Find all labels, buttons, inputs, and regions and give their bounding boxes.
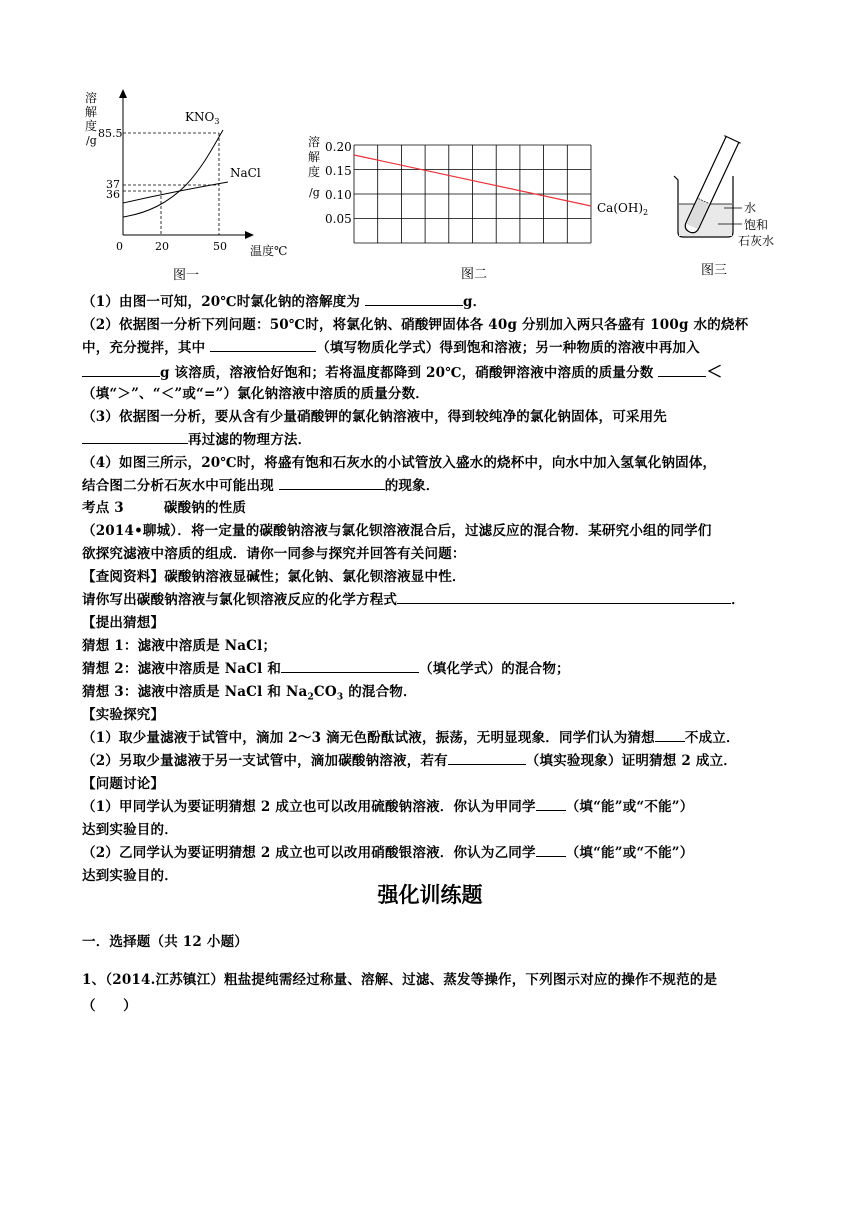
experiment-heading bbox=[82, 703, 164, 723]
intro-text-2: 欲探究滤液中溶质的组成．请你一同参与探究并回答有关问题： bbox=[82, 546, 466, 562]
label-water: 水 bbox=[744, 201, 757, 215]
guess-2-post: （填化学式）的混合物； bbox=[419, 661, 570, 677]
experiment-2 bbox=[82, 749, 737, 769]
guess-2-pre: 猜想 2：滤液中溶质是 NaCl 和 bbox=[82, 661, 282, 677]
nacl-label: NaCl bbox=[230, 166, 261, 180]
equation-end: ． bbox=[731, 592, 745, 608]
discussion-heading-text: 【问题讨论】 bbox=[82, 776, 165, 792]
topic-heading bbox=[82, 496, 246, 516]
q4-blank[interactable] bbox=[279, 475, 385, 490]
fig2-ylabel-1: 溶 bbox=[308, 135, 321, 149]
beaker-figure bbox=[668, 132, 788, 282]
q2-line-c bbox=[82, 359, 723, 382]
problem-1-line-b bbox=[82, 994, 137, 1014]
q4-line-b bbox=[82, 474, 440, 494]
guess-3-mid: CO bbox=[313, 684, 337, 700]
discussion-heading bbox=[82, 772, 164, 792]
fig1-xlabel: 温度℃ bbox=[250, 244, 288, 258]
q4-text-b-pre: 结合图二分析石灰水中可能出现 bbox=[82, 478, 279, 494]
topic-title: 碳酸钠的性质 bbox=[163, 500, 247, 516]
fig1-x-arrow bbox=[245, 231, 254, 239]
q1-end: g． bbox=[462, 294, 487, 310]
guess-1-text: 猜想 1：滤液中溶质是 NaCl； bbox=[82, 638, 277, 654]
label-limewater: 石灰水 bbox=[738, 234, 775, 248]
problem-1-line bbox=[82, 968, 717, 988]
guess-heading-text: 【提出猜想】 bbox=[82, 615, 165, 631]
experiment-2-pre: （2）另取少量滤液于另一支试管中，滴加碳酸钠溶液，若有 bbox=[82, 753, 448, 769]
q2-blank-formula[interactable] bbox=[210, 337, 316, 352]
discussion-1-blank[interactable] bbox=[536, 796, 566, 811]
fig1-ytick-37: 37 bbox=[106, 178, 120, 191]
discussion-2-post: （填“能”或“不能”） bbox=[565, 845, 694, 861]
q4-text-a: （4）如图三所示，20℃时，将盛有饱和石灰水的小试管放入盛水的烧杯中，向水中加入氢氧化钠固体， bbox=[82, 455, 717, 471]
equation-line bbox=[82, 588, 745, 608]
discussion-1b-text: 达到实验目的． bbox=[82, 822, 178, 838]
intro-text-1: （2014•聊城）．将一定量的碳酸钠溶液与氯化钡溶液混合后，过滤反应的混合物．某研究小组的同学们 bbox=[82, 523, 712, 539]
q3-blank[interactable] bbox=[82, 429, 188, 444]
equation-blank[interactable] bbox=[397, 589, 731, 604]
fig1-xtick-0: 0 bbox=[116, 240, 123, 253]
q2-text-b-post: （填写物质化学式）得到饱和溶液；另一种物质的溶液中再加入 bbox=[316, 340, 700, 356]
q2-text-d: （填“＞”、“＜”或“=”）氯化钠溶液中溶质的质量分数． bbox=[82, 386, 430, 402]
q3-text-a: （3）依据图一分析，要从含有少量硝酸钾的氯化钠溶液中，得到较纯净的氯化钠固体，可采用先 bbox=[82, 409, 667, 425]
guess-3-post: 的混合物． bbox=[343, 684, 417, 700]
section-title: 强化训练题 bbox=[377, 882, 483, 907]
fig3-caption: 图三 bbox=[701, 263, 728, 278]
fig1-ylabel-3: 度 bbox=[85, 119, 98, 133]
discussion-2-pre: （2）乙同学认为要证明猜想 2 成立也可以改用硝酸银溶液．你认为乙同学 bbox=[82, 845, 536, 861]
discussion-2 bbox=[82, 841, 693, 861]
experiment-2-post: （填实验现象）证明猜想 2 成立． bbox=[525, 753, 737, 769]
q1-text: （1）由图一可知，20℃时氯化钠的溶解度为 bbox=[82, 294, 365, 310]
fig2-ytick-005: 0.05 bbox=[325, 212, 352, 226]
q3-text-b: 再过滤的物理方法． bbox=[188, 432, 312, 448]
q2-line-b bbox=[82, 336, 700, 356]
experiment-heading-text: 【实验探究】 bbox=[82, 707, 165, 723]
fig2-ylabel-4: /g bbox=[309, 186, 320, 199]
discussion-1b bbox=[82, 818, 178, 838]
q3-line-b bbox=[82, 428, 311, 448]
equation-text: 请你写出碳酸钠溶液与氯化钡溶液反应的化学方程式 bbox=[82, 592, 398, 608]
fig1-ylabel-4: /g bbox=[86, 134, 97, 147]
guess-2 bbox=[82, 657, 570, 677]
fig1-ylabel-2: 解 bbox=[85, 105, 98, 119]
fig1-xtick-20: 20 bbox=[155, 240, 169, 253]
experiment-1-blank[interactable] bbox=[655, 727, 685, 742]
solubility-curve-figure bbox=[78, 85, 293, 285]
guess-3 bbox=[82, 680, 417, 703]
q3-line-a bbox=[82, 405, 667, 425]
q2-text-a: （2）依据图一分析下列问题：50℃时，将氯化钠、硝酸钾固体各 40g 分别加入两只各盛有 100g 水的烧杯 bbox=[82, 317, 749, 333]
guess-2-blank[interactable] bbox=[281, 658, 419, 673]
q4-line-a bbox=[82, 451, 716, 471]
experiment-1-pre: （1）取少量滤液于试管中，滴加 2～3 滴无色酚酞试液，振荡，无明显现象．同学们认为猜想 bbox=[82, 730, 655, 746]
guess-3-sub-2: 3 bbox=[336, 692, 344, 703]
q2-answer-compare: ＜ bbox=[706, 362, 723, 381]
caoh2-label: $Ca(OH)_2$ bbox=[597, 201, 649, 217]
q1-blank[interactable] bbox=[365, 291, 463, 306]
experiment-1-post: 不成立． bbox=[684, 730, 740, 746]
reference-line bbox=[82, 565, 466, 585]
experiment-1 bbox=[82, 726, 740, 746]
choice-section-text: 一．选择题（共 12 小题） bbox=[82, 934, 248, 950]
problem-1-text: 1、（2014.江苏镇江）粗盐提纯需经过称量、溶解、过滤、蒸发等操作，下列图示对应的操作不规范的是 bbox=[82, 972, 718, 988]
fig1-caption: 图一 bbox=[173, 268, 200, 283]
fig2-ytick-010: 0.10 bbox=[325, 188, 352, 202]
discussion-2-blank[interactable] bbox=[536, 842, 566, 857]
fig2-ylabel-3: 度 bbox=[308, 165, 321, 179]
fig2-ytick-015: 0.15 bbox=[325, 164, 352, 178]
discussion-2b-text: 达到实验目的． bbox=[82, 868, 178, 884]
intro-line-1 bbox=[82, 519, 712, 539]
fig1-ylabel-1: 溶 bbox=[85, 91, 98, 105]
choice-section-heading bbox=[82, 930, 248, 950]
caoh2-solubility-figure bbox=[305, 133, 675, 285]
fig1-xtick-50: 50 bbox=[213, 240, 227, 253]
guess-3-sub-1: 2 bbox=[307, 692, 314, 703]
guess-1 bbox=[82, 634, 276, 654]
fig1-ytick-85: 85.5 bbox=[98, 127, 123, 140]
kno3-curve bbox=[123, 130, 223, 217]
fig2-ytick-020: 0.20 bbox=[325, 140, 352, 154]
q2-line-d bbox=[82, 382, 429, 402]
discussion-1-pre: （1）甲同学认为要证明猜想 2 成立也可以改用硫酸钠溶液．你认为甲同学 bbox=[82, 799, 536, 815]
discussion-1-post: （填“能”或“不能”） bbox=[565, 799, 694, 815]
problem-1-paren: （ ） bbox=[82, 998, 137, 1014]
fig2-grid bbox=[354, 145, 591, 243]
fig2-caption: 图二 bbox=[461, 267, 488, 282]
experiment-2-blank[interactable] bbox=[448, 750, 526, 765]
fig1-y-arrow bbox=[119, 89, 127, 98]
q2-blank-mass[interactable] bbox=[82, 362, 160, 377]
guess-heading bbox=[82, 611, 164, 631]
q1-line bbox=[82, 290, 486, 310]
label-saturated: 饱和 bbox=[744, 218, 769, 232]
intro-line-2 bbox=[82, 542, 466, 562]
q2-text-c: g 该溶质，溶液恰好饱和；若将温度都降到 20℃，硝酸钾溶液中溶质的质量分数 bbox=[160, 365, 659, 381]
fig1-ytick-36: 36 bbox=[106, 188, 120, 201]
reference-text: 【查阅资料】碳酸钠溶液显碱性；氯化钠、氯化钡溶液显中性． bbox=[82, 569, 466, 585]
q2-text-b-pre: 中，充分搅拌，其中 bbox=[82, 340, 211, 356]
topic-number: 考点 3 bbox=[82, 500, 124, 516]
guess-3-pre: 猜想 3：滤液中溶质是 NaCl 和 Na bbox=[82, 684, 308, 700]
discussion-1 bbox=[82, 795, 693, 815]
q2-blank-compare[interactable] bbox=[658, 362, 706, 377]
q4-text-b-post: 的现象． bbox=[384, 478, 440, 494]
q2-line-a bbox=[82, 313, 748, 333]
kno3-label: $KNO_3$ bbox=[185, 110, 220, 126]
fig2-ylabel-2: 解 bbox=[308, 150, 321, 164]
